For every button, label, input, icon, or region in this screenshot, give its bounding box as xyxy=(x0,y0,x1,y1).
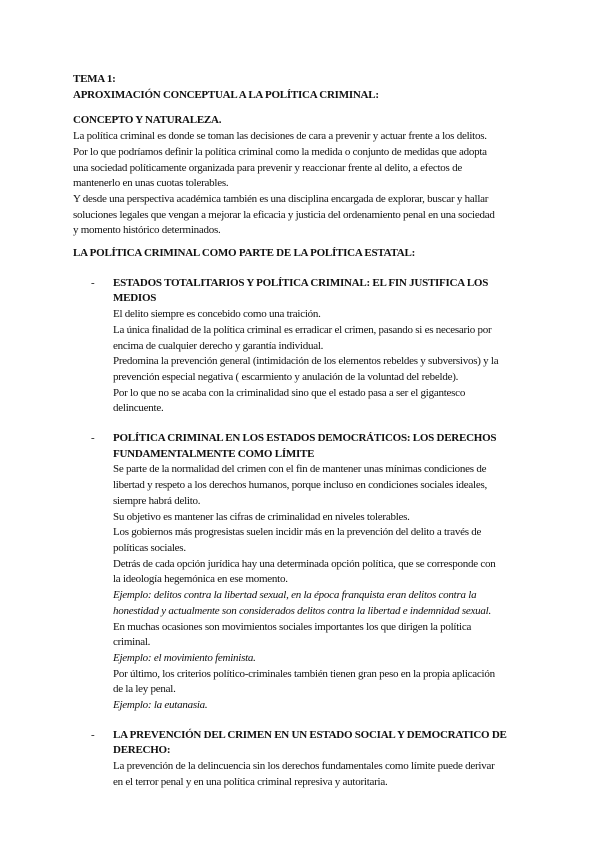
document-page xyxy=(73,72,543,791)
bullet-heading: LA PREVENCIÓN DEL CRIMEN EN UN ESTADO SOCIAL Y DEMOCRATICO DE xyxy=(113,728,507,741)
bullet-section xyxy=(73,431,543,714)
bullet-list xyxy=(73,262,543,791)
text-line: siempre habrá delito. xyxy=(113,494,201,507)
text-line: políticas sociales. xyxy=(113,541,186,554)
title-line: TEMA 1: xyxy=(73,73,116,85)
bullet-heading: MEDIOS xyxy=(113,292,157,305)
bullet-dash-icon: - xyxy=(91,432,95,445)
text-line: Predomina la prevención general (intimidación de los elementos rebeldes y subversivos) y la xyxy=(113,355,499,368)
text-line: soluciones legales que vengan a mejorar la eficacia y justicia del ordenamiento penal en una sociedad xyxy=(73,208,495,221)
text-line: Detrás de cada opción jurídica hay una determinada opción política, que se corresponde con xyxy=(113,557,496,570)
text-line: Por lo que no se acaba con la criminalidad sino que el estado pasa a ser el gigantesco xyxy=(113,386,466,399)
text-line: La prevención de la delincuencia sin los derechos fundamentales como límite puede derivar xyxy=(113,760,495,773)
text-line: La política criminal es donde se toman las decisiones de cara a prevenir y actuar frente a los delitos. xyxy=(73,130,487,143)
bullet-section xyxy=(73,276,543,417)
text-line: encima de cualquier derecho y garantía individual. xyxy=(113,339,324,352)
bullet-dash-icon: - xyxy=(91,276,95,289)
text-line: El delito siempre es concebido como una traición. xyxy=(113,308,321,321)
text-line: En muchas ocasiones son movimientos sociales importantes los que dirigen la política xyxy=(113,620,472,633)
example-line: Ejemplo: la eutanasia. xyxy=(113,699,208,712)
text-line: la ideología hegemónica en ese momento. xyxy=(113,573,288,586)
text-line: La única finalidad de la política criminal es erradicar el crimen, pasando si es necesario por xyxy=(113,323,492,336)
text-line: de la ley penal. xyxy=(113,683,176,696)
text-line: en el terror penal y en una política criminal represiva y autoritaria. xyxy=(113,775,388,788)
bullet-heading: ESTADOS TOTALITARIOS Y POLÍTICA CRIMINAL: EL FIN JUSTIFICA LOS xyxy=(113,276,489,289)
bullet-heading: POLÍTICA CRIMINAL EN LOS ESTADOS DEMOCRÁTICOS: LOS DERECHOS xyxy=(113,432,497,445)
text-line: libertad y respeto a los derechos humanos, porque incluso en condiciones sociales ideales, xyxy=(113,479,487,492)
bullet-section xyxy=(73,728,543,791)
concept-paragraph xyxy=(73,129,543,239)
text-line: una sociedad políticamente organizada para prevenir y reaccionar frente al delito, a efectos de xyxy=(73,161,462,174)
text-line: prevención especial negativa ( escarmiento y anulación de la voluntad del rebelde). xyxy=(113,370,459,383)
example-line: honestidad y actualmente son considerados delitos contra la libertad e indemnidad sexual. xyxy=(113,604,491,617)
example-line: Ejemplo: el movimiento feminista. xyxy=(113,651,256,664)
concept-heading: CONCEPTO Y NATURALEZA. xyxy=(73,114,222,127)
text-line: Se parte de la normalidad del crimen con el fin de mantener unas mínimas condiciones de xyxy=(113,463,487,476)
bullet-dash-icon: - xyxy=(91,728,95,741)
bullet-heading: FUNDAMENTALMENTE COMO LÍMITE xyxy=(113,447,315,460)
text-line: Por lo que podríamos definir la política criminal como la medida o conjunto de medidas que adopta xyxy=(73,145,487,158)
text-line: Su objetivo es mantener las cifras de criminalidad en niveles tolerables. xyxy=(113,510,410,523)
text-line: criminal. xyxy=(113,636,151,649)
text-line: Por último, los criterios político-criminales también tienen gran peso en la propia aplicación xyxy=(113,667,495,680)
bullet-heading: DERECHO: xyxy=(113,744,171,757)
text-line: Los gobiernos más progresistas suelen incidir más en la prevención del delito a través de xyxy=(113,526,482,539)
text-line: mantenerlo en unas cuotas tolerables. xyxy=(73,177,229,190)
text-line: y momento histórico determinados. xyxy=(73,224,221,237)
text-line: Y desde una perspectiva académica también es una disciplina encargada de explorar, buscar y hallar xyxy=(73,192,489,205)
title-line: APROXIMACIÓN CONCEPTUAL A LA POLÍTICA CRIMINAL: xyxy=(73,88,379,101)
section-heading: LA POLÍTICA CRIMINAL COMO PARTE DE LA POLÍTICA ESTATAL: xyxy=(73,247,415,260)
text-line: delincuente. xyxy=(113,402,164,415)
example-line: Ejemplo: delitos contra la libertad sexual, en la época franquista eran delitos contra la xyxy=(113,589,477,602)
